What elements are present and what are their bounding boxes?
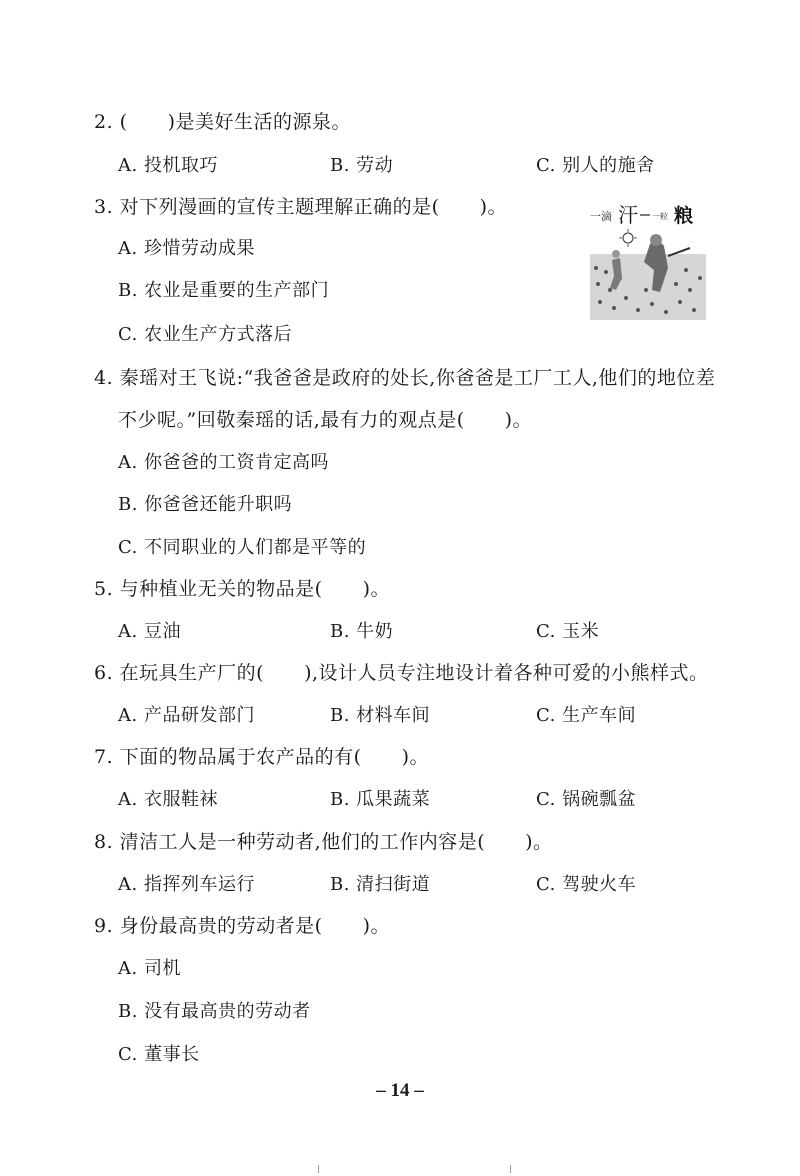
question-3 — [94, 198, 507, 217]
option-2b: B. 劳动 — [330, 155, 394, 176]
option-5c: C. 玉米 — [536, 621, 600, 642]
option-6a: A. 产品研发部门 — [118, 705, 255, 726]
option-2a: A. 投机取巧 — [118, 155, 218, 176]
question-9-stem-end: )。 — [362, 915, 391, 937]
farming-cartoon-drawing — [590, 198, 706, 320]
option-8a: A. 指挥列车运行 — [118, 874, 255, 895]
question-7-stem-start: 7. 下面的物品属于农产品的有( — [94, 746, 362, 768]
option-4a: A. 你爸爸的工资肯定高吗 — [118, 452, 329, 473]
option-5a: A. 豆油 — [118, 621, 181, 642]
question-4-stem-start: 不少呢。”回敬秦瑶的话,最有力的观点是( — [118, 409, 465, 431]
cartoon-text-sweat: 汗 — [618, 203, 638, 227]
option-9b: B. 没有最高贵的劳动者 — [118, 1001, 311, 1022]
option-7b: B. 瓜果蔬菜 — [330, 789, 431, 810]
question-6-stem-start: 6. 在玩具生产厂的( — [94, 662, 265, 684]
crop-mark — [510, 1165, 511, 1173]
option-7c: C. 锅碗瓢盆 — [536, 789, 637, 810]
farming-cartoon-image — [590, 198, 706, 320]
question-5-stem-end: )。 — [362, 578, 391, 600]
question-9 — [94, 917, 390, 936]
option-6b: B. 材料车间 — [330, 705, 431, 726]
question-4-stem-end: )。 — [504, 409, 533, 431]
option-4b: B. 你爸爸还能升职吗 — [118, 494, 293, 515]
question-8-stem-start: 8. 清洁工人是一种劳动者,他们的工作内容是( — [94, 831, 486, 853]
option-2c: C. 别人的施舍 — [536, 155, 655, 176]
cartoon-text-left: 一滴 — [590, 210, 612, 223]
question-8-stem-end: )。 — [525, 831, 553, 853]
question-2-stem-start: 2. ( — [94, 111, 128, 133]
option-7a: A. 衣服鞋袜 — [118, 789, 218, 810]
option-3b: B. 农业是重要的生产部门 — [118, 280, 330, 301]
question-4-line-1: 4. 秦瑶对王飞说:“我爸爸是政府的处长,你爸爸是工厂工人,他们的地位差 — [94, 367, 716, 389]
option-8c: C. 驾驶火车 — [536, 874, 637, 895]
option-6c: C. 生产车间 — [536, 705, 637, 726]
question-5 — [94, 580, 390, 599]
option-3c: C. 农业生产方式落后 — [118, 324, 293, 345]
option-8b: B. 清扫街道 — [330, 874, 431, 895]
option-5b: B. 牛奶 — [330, 621, 394, 642]
option-9a: A. 司机 — [118, 958, 181, 979]
question-3-stem-start: 3. 对下列漫画的宣传主题理解正确的是( — [94, 196, 440, 218]
question-7 — [94, 748, 429, 767]
question-2 — [94, 113, 351, 132]
option-4c: C. 不同职业的人们都是平等的 — [118, 537, 367, 558]
question-2-stem-end: )是美好生活的源泉。 — [167, 111, 352, 133]
option-3a: A. 珍惜劳动成果 — [118, 238, 255, 259]
question-6-stem-end: ),设计人员专注地设计着各种可爱的小熊样式。 — [304, 662, 709, 684]
question-5-stem-start: 5. 与种植业无关的物品是( — [94, 578, 323, 600]
cartoon-text-dash: 一粒 — [652, 212, 668, 221]
question-4-line-2 — [118, 411, 532, 430]
option-9c: C. 董事长 — [118, 1044, 200, 1065]
cartoon-text-grain: 粮 — [674, 205, 694, 227]
question-6 — [94, 664, 709, 683]
question-3-stem-end: )。 — [479, 196, 508, 218]
question-7-stem-end: )。 — [401, 746, 430, 768]
question-8 — [94, 833, 553, 852]
page-number: – 14 – — [376, 1080, 424, 1101]
crop-mark — [318, 1165, 319, 1173]
question-9-stem-start: 9. 身份最高贵的劳动者是( — [94, 915, 323, 937]
